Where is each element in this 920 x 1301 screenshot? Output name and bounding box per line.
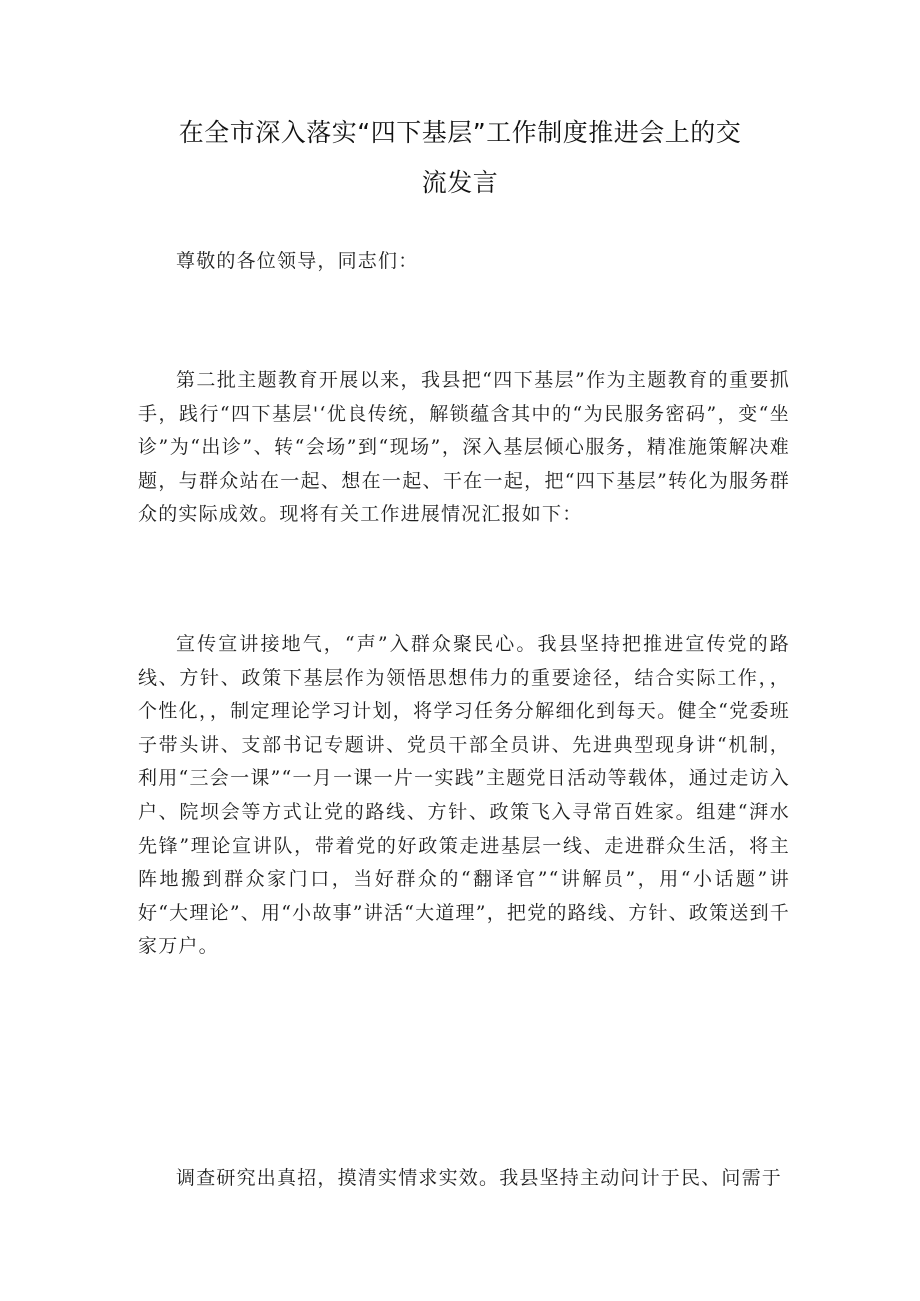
publicity-paragraph: 宣传宣讲接地气，“声”入群众聚民心。我县坚持把推进宣传党的路线、方针、政策下基层作为领悟思想伟力的重要途径，结合实际工作，，个性化，，制定理论学习计划，将学习任务分解细化到每天。健全“党委班子带头讲、支部书记专题讲、党员干部全员讲、先进典型现身讲“机制，利用“三会一课”“一月一课一片一实践”主题党日活动等载体，通过走访入户、院坝会等方式让党的路线、方针、政策飞入寻常百姓家。组建“湃水先锋”理论宣讲队，带着党的好政策走进基层一线、走进群众生活，将主阵地搬到群众家门口，当好群众的“翻译官”“讲解员”，用“小话题”讲好“大理论”、用“小故事”讲活“大道理”，把党的路线、方针、政策送到千家万户。 <box>138 633 790 958</box>
intro-paragraph: 第二批主题教育开展以来，我县把“四下基层”作为主题教育的重要抓手，践行“四下基层'‘优良传统，解锁蕴含其中的“为民服务密码”，变“坐诊”为“出诊”、转“会场”到“现场”，深入基层倾心服务，精准施策解决难题，与群众站在一起、想在一起、干在一起，把“四下基层”转化为服务群众的实际成效。现将有关工作进展情况汇报如下： <box>138 369 790 526</box>
greeting-paragraph: 尊敬的各位领导，同志们： <box>176 250 419 272</box>
document-title <box>140 108 780 208</box>
research-paragraph: 调查研究出真招，摸清实情求实效。我县坚持主动问计于民、问需于 <box>176 1167 783 1189</box>
title-line-1: 在全市深入落实“四下基层”工作制度推进会上的交 <box>178 118 742 147</box>
title-line-2: 流发言 <box>421 168 499 197</box>
